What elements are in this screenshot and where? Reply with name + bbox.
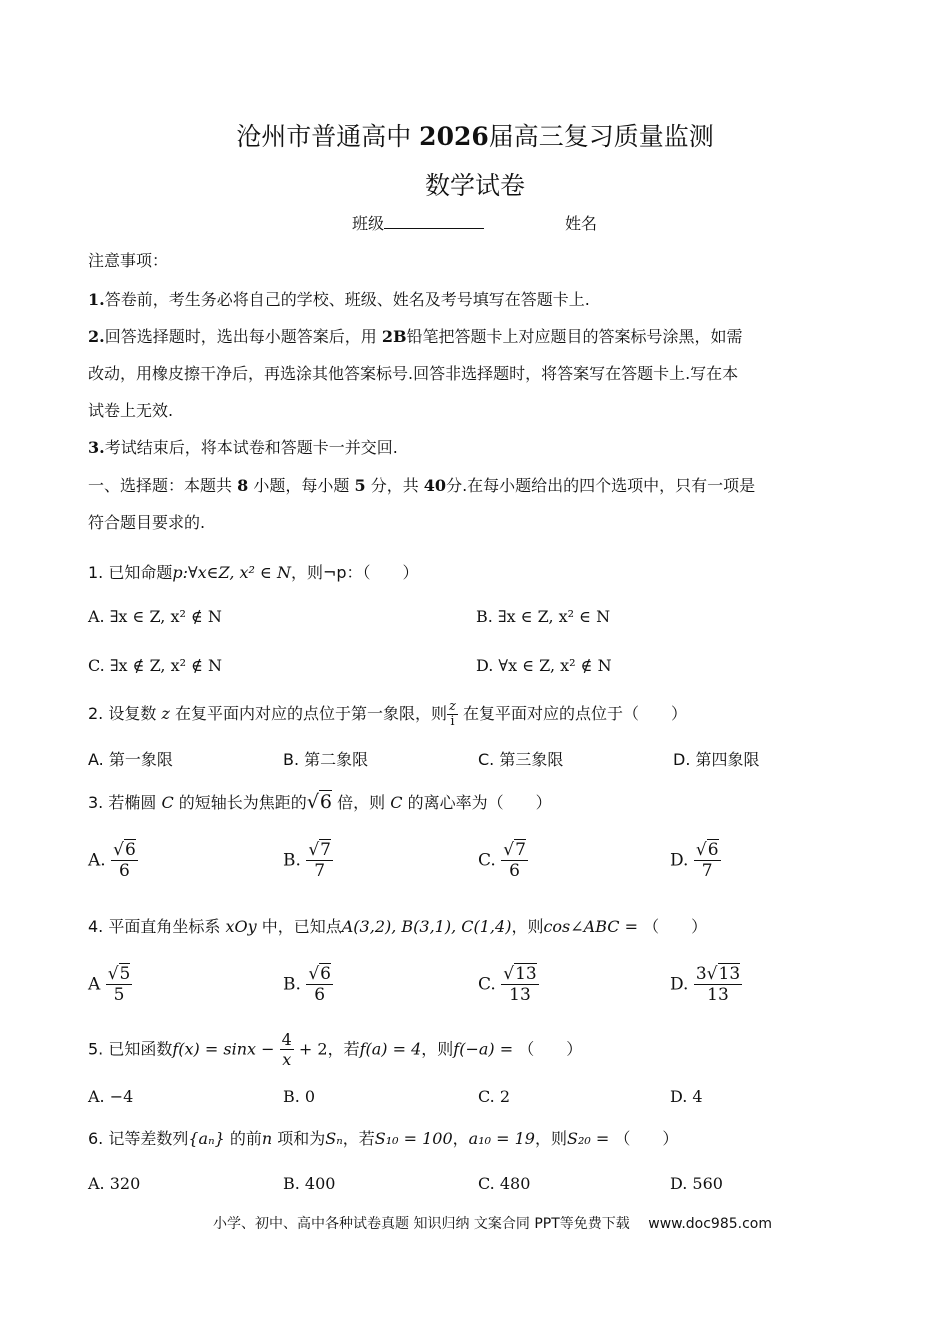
- q4-xoy: xOy: [225, 917, 257, 936]
- q2-option-c: C. 第三象限: [478, 750, 564, 769]
- question-1-stem: [88, 563, 419, 583]
- section-count: 8: [237, 476, 249, 495]
- q6-condition-2: a₁₀ = 19: [468, 1129, 535, 1148]
- q5-condition: f(a) = 4: [359, 1039, 422, 1059]
- q6-n: n: [261, 1129, 273, 1148]
- q4-stem-c: ，则: [511, 917, 544, 936]
- q1-option-a: A. ∃x ∈ Z, x² ∉ N: [88, 607, 222, 626]
- q5-stem-d: （ ）: [518, 1039, 583, 1059]
- q3-d-frac: $\frac{√6}{7}$: [695, 840, 719, 881]
- note-1-text: 答卷前，考生务必将自己的学校、班级、姓名及考号填写在答题卡上.: [104, 290, 590, 309]
- q4-a-label: A: [88, 974, 101, 995]
- exam-title-line1: [0, 117, 950, 153]
- notes-heading: 注意事项：: [88, 251, 169, 270]
- q3-option-d: [670, 840, 721, 881]
- q5-stem-a: 5. 已知函数: [88, 1039, 173, 1059]
- q6-stem-c: 项和为: [277, 1129, 326, 1148]
- note-2-text-b: 铅笔把答题卡上对应题目的答案标号涂黑，如需: [406, 327, 743, 346]
- q3-option-c: [478, 840, 528, 881]
- q6-option-d: D. 560: [670, 1174, 723, 1193]
- q6-separator: ，: [452, 1129, 469, 1148]
- q4-points: A(3,2), B(3,1), C(1,4): [341, 917, 512, 936]
- q2-option-d: D. 第四象限: [673, 750, 760, 769]
- note-1: [88, 290, 590, 310]
- q3-option-b: [283, 840, 333, 881]
- q6-stem-b: 的前: [229, 1129, 262, 1148]
- q4-b-label: B.: [283, 974, 301, 995]
- q4-cos: cos∠ABC =: [543, 917, 639, 936]
- q1-stem-b: ，则¬p：（ ）: [290, 563, 419, 582]
- footer-text: 小学、初中、高中各种试卷真题 知识归纳 文案合同 PPT等免费下载: [213, 1216, 630, 1232]
- q3-stem-c: 倍，则: [337, 793, 386, 812]
- footer: [213, 1213, 772, 1233]
- q4-option-b: [283, 964, 333, 1005]
- q3-option-a: [88, 840, 138, 881]
- q6-stem-d: ，若: [342, 1129, 375, 1148]
- q1-option-d: D. ∀x ∈ Z, x² ∉ N: [476, 656, 612, 675]
- q6-stem-a: 6. 记等差数列: [88, 1129, 189, 1148]
- section-text-c: 分，共: [370, 476, 419, 495]
- q4-b-frac: $\frac{√6}{6}$: [308, 964, 331, 1005]
- q4-c-frac: $\frac{√13}{13}$: [503, 964, 537, 1005]
- note-1-number: 1.: [88, 290, 105, 309]
- q1-proposition: p:∀x∈Z, x² ∈ N: [172, 563, 291, 582]
- q6-option-b: B. 400: [283, 1174, 336, 1193]
- q6-ask: S₂₀ =: [567, 1129, 610, 1148]
- q4-d-label: D.: [670, 974, 689, 995]
- q2-stem-c: 在复平面对应的点位于（ ）: [462, 704, 687, 723]
- q4-option-d: [670, 964, 742, 1005]
- q5-option-c: C. 2: [478, 1087, 511, 1106]
- q2-fraction: [447, 700, 458, 729]
- question-5-stem: [88, 1030, 582, 1069]
- section-header-line2: 符合题目要求的.: [88, 513, 206, 532]
- q5-stem-b: ，若: [327, 1039, 360, 1059]
- q3-c-frac: $\frac{√7}{6}$: [503, 840, 526, 881]
- q3-stem-b: 的短轴长为焦距的: [178, 793, 307, 812]
- footer-site-link[interactable]: www.doc985.com: [648, 1216, 772, 1232]
- exam-title-line2: 数学试卷: [424, 171, 525, 200]
- q6-condition-1: S₁₀ = 100: [374, 1129, 453, 1148]
- q2-frac-num: z: [449, 699, 456, 714]
- q3-c-label: C.: [478, 850, 496, 871]
- q5-stem-c: ，则: [421, 1039, 454, 1059]
- q6-stem-f: （ ）: [614, 1129, 679, 1148]
- question-6-stem: [88, 1129, 678, 1149]
- q4-a-frac: $\frac{√5}{5}$: [107, 964, 131, 1005]
- q2-stem-a: 2. 设复数: [88, 704, 157, 723]
- q3-b-frac: $\frac{√7}{7}$: [308, 840, 331, 881]
- q5-fraction: $\frac{4}{x}$: [281, 1030, 292, 1069]
- note-3-number: 3.: [88, 438, 105, 457]
- q6-option-c: C. 480: [478, 1174, 531, 1193]
- section-text-b: 小题，每小题: [253, 476, 350, 495]
- q5-option-a: A. −4: [88, 1087, 134, 1106]
- title-prefix: 沧州市普通高中: [236, 122, 412, 151]
- name-label: 姓名: [565, 214, 598, 233]
- note-2-line3: 试卷上无效.: [88, 401, 174, 420]
- q3-stem-a: 3. 若椭圆: [88, 793, 157, 812]
- q5-function-a: f(x) = sinx −: [172, 1039, 275, 1059]
- q3-root-value: 6: [319, 791, 333, 813]
- q3-stem-d: 的离心率为（ ）: [407, 793, 552, 812]
- class-blank: [384, 214, 484, 229]
- q2-z: z: [161, 704, 170, 723]
- q6-option-a: A. 320: [88, 1174, 141, 1193]
- q4-option-a: [88, 964, 132, 1005]
- section-text-d: 分.在每小题给出的四个选项中，只有一项是: [446, 476, 756, 495]
- question-2-stem: [88, 700, 687, 729]
- note-2-line2: 改动，用橡皮擦干净后，再选涂其他答案标号.回答非选择题时，将答案写在答题卡上.写在本: [88, 364, 739, 383]
- q2-frac-den: i: [450, 714, 455, 729]
- note-3-text: 考试结束后，将本试卷和答题卡一并交回.: [104, 438, 398, 457]
- q2-option-b: B. 第二象限: [283, 750, 369, 769]
- title-suffix: 届高三复习质量监测: [488, 122, 714, 151]
- q3-b-label: B.: [283, 850, 301, 871]
- note-2: [88, 327, 742, 347]
- q5-ask: f(−a) =: [453, 1039, 514, 1059]
- q3-a-label: A.: [88, 850, 106, 871]
- q4-c-label: C.: [478, 974, 496, 995]
- q4-stem-d: （ ）: [643, 917, 708, 936]
- question-4-stem: [88, 917, 707, 937]
- q6-sequence: {aₙ}: [188, 1129, 225, 1148]
- title-year: 2026: [419, 122, 489, 151]
- q1-option-b: B. ∃x ∈ Z, x² ∈ N: [476, 607, 611, 626]
- question-3-stem: [88, 792, 552, 813]
- q3-d-label: D.: [670, 850, 689, 871]
- q2-stem-b: 在复平面内对应的点位于第一象限，则: [174, 704, 447, 723]
- q4-option-c: [478, 964, 539, 1005]
- section-text-a: 一、选择题：本题共: [88, 476, 233, 495]
- q3-c: C: [161, 793, 174, 812]
- q3-root: √6: [306, 791, 333, 813]
- q4-stem-a: 4. 平面直角坐标系: [88, 917, 221, 936]
- q6-stem-e: ，则: [534, 1129, 567, 1148]
- q3-c-2: C: [390, 793, 403, 812]
- note-3: [88, 438, 398, 458]
- q2-option-a: A. 第一象限: [88, 750, 173, 769]
- q1-option-c: C. ∃x ∉ Z, x² ∉ N: [88, 656, 223, 675]
- q5-option-b: B. 0: [283, 1087, 316, 1106]
- q1-stem-a: 1. 已知命题: [88, 563, 173, 582]
- class-field: [352, 214, 484, 234]
- note-2-text-a: 回答选择题时，选出每小题答案后，用: [104, 327, 377, 346]
- section-points: 5: [354, 476, 366, 495]
- q4-d-frac: $\frac{3√13}{13}$: [695, 964, 741, 1005]
- section-header: [88, 476, 755, 496]
- section-total: 40: [423, 476, 447, 495]
- q5-function-b: + 2: [298, 1039, 328, 1059]
- q5-option-d: D. 4: [670, 1087, 703, 1106]
- note-2-number: 2.: [88, 327, 105, 346]
- q4-stem-b: 中，已知点: [261, 917, 342, 936]
- class-label: 班级: [352, 214, 385, 233]
- q6-sn: Sₙ: [325, 1129, 343, 1148]
- note-2-pencil: 2B: [381, 327, 407, 346]
- q3-a-frac: $\frac{√6}{6}$: [113, 840, 136, 881]
